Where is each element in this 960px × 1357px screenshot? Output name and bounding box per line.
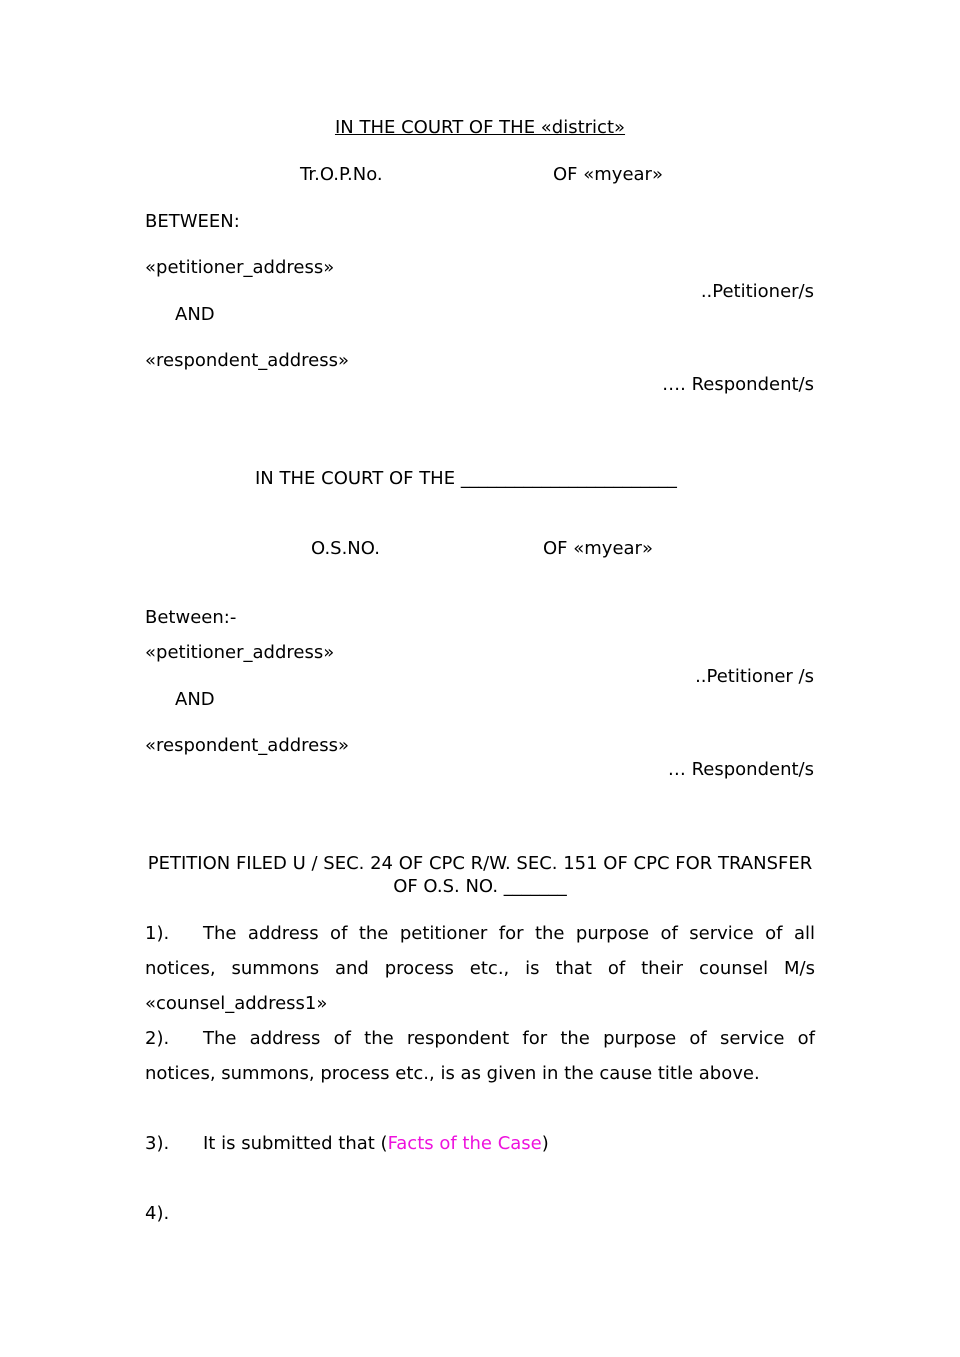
between-label-2: Between:-	[145, 607, 237, 628]
petitioner-role-1: ..Petitioner/s	[700, 281, 814, 302]
petition-heading	[140, 852, 820, 898]
paragraph-number: 3).	[145, 1133, 170, 1154]
paragraph-number: 1).	[145, 923, 170, 944]
petitioner-role-2: ..Petitioner /s	[695, 666, 814, 687]
respondent-role-2: … Respondent/s	[667, 759, 814, 780]
and-label-2: AND	[175, 689, 215, 710]
paragraph-3	[145, 1126, 815, 1161]
paragraph-text-after: )	[541, 1133, 549, 1154]
paragraph-number: 2).	[145, 1028, 170, 1049]
petition-heading-line-2: OF O.S. NO. _______	[393, 876, 567, 897]
petitioner-address-2: «petitioner_address»	[145, 642, 335, 663]
paragraph-2	[145, 1021, 815, 1091]
facts-placeholder: Facts of the Case	[387, 1133, 542, 1154]
court-title-2: IN THE COURT OF THE ________________________	[255, 468, 677, 489]
respondent-role-1: …. Respondent/s	[662, 374, 814, 395]
paragraph-number: 4).	[145, 1203, 170, 1224]
paragraph-text: The address of the respondent for the purpose of service of notices, summons, process etc., is as given in the cause title above.	[145, 1028, 815, 1084]
respondent-address-1: «respondent_address»	[145, 350, 350, 371]
paragraph-1	[145, 916, 815, 1021]
paragraph-text: The address of the petitioner for the purpose of service of all notices, summons and process etc., is that of their counsel M/s «counsel_address1»	[145, 923, 815, 1014]
respondent-address-2: «respondent_address»	[145, 735, 350, 756]
paragraph-text-before: It is submitted that (	[203, 1133, 388, 1154]
case-year-2: OF «myear»	[543, 538, 653, 559]
case-number-label-1: Tr.O.P.No.	[300, 164, 383, 185]
case-number-label-2: O.S.NO.	[311, 538, 380, 559]
court-title-1: IN THE COURT OF THE «district»	[334, 117, 626, 138]
petitioner-address-1: «petitioner_address»	[145, 257, 335, 278]
case-year-1: OF «myear»	[553, 164, 663, 185]
between-label-1: BETWEEN:	[145, 211, 240, 232]
petition-heading-line-1: PETITION FILED U / SEC. 24 OF CPC R/W. SEC. 151 OF CPC FOR TRANSFER	[147, 853, 813, 874]
paragraph-4	[145, 1196, 815, 1231]
and-label-1: AND	[175, 304, 215, 325]
